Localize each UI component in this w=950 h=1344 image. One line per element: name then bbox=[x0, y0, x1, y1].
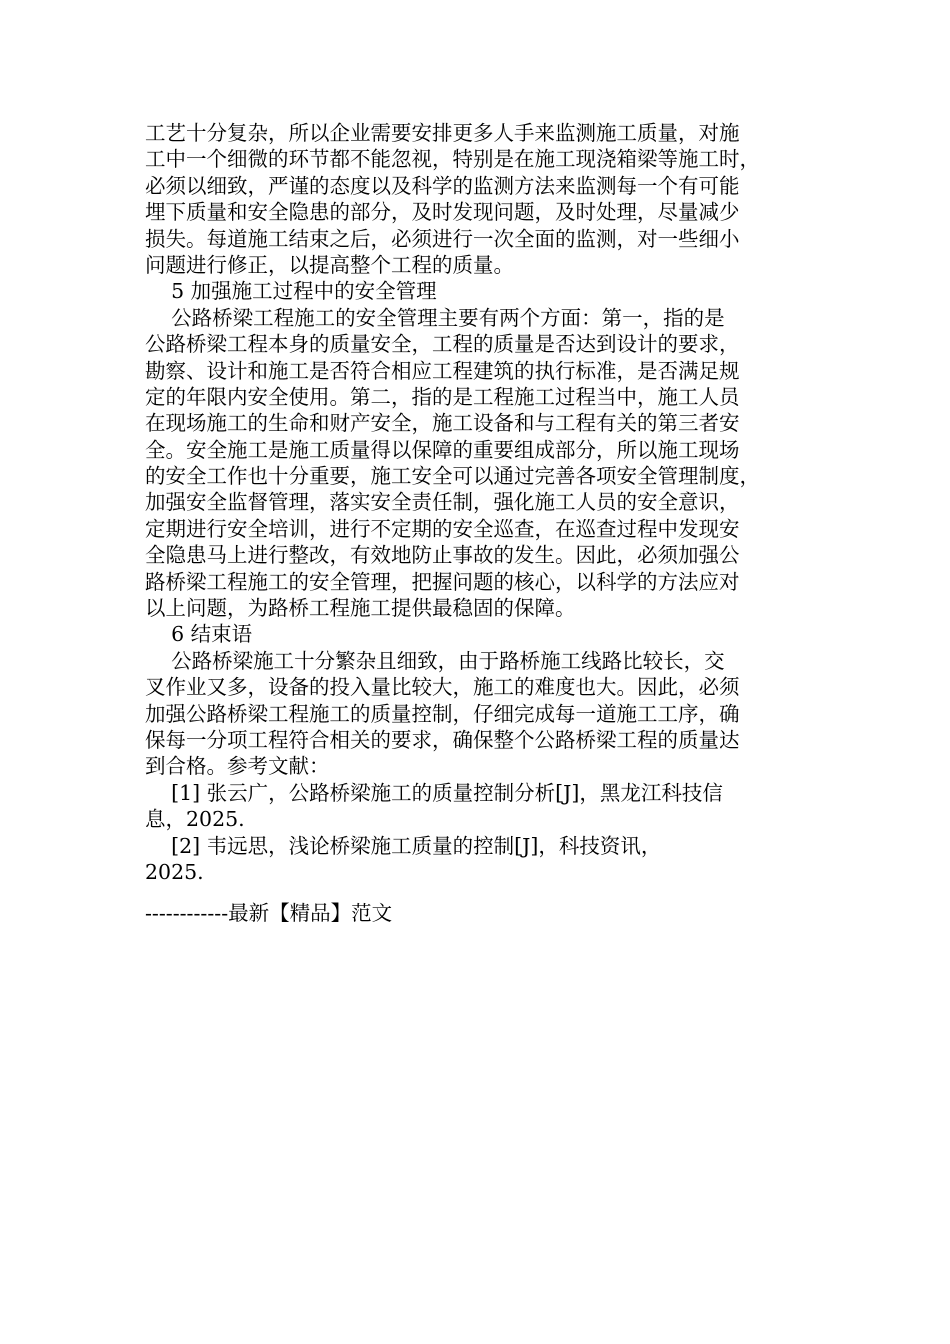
section-heading: 6 结束语 bbox=[145, 622, 253, 647]
text-line: 到合格。参考文献： bbox=[145, 754, 330, 779]
text-line: 路桥梁工程施工的安全管理，把握问题的核心，以科学的方法应对 bbox=[145, 569, 740, 594]
text-line: 公路桥梁施工十分繁杂且细致，由于路桥施工线路比较长，交 bbox=[145, 648, 725, 673]
text-line: 全。安全施工是施工质量得以保障的重要组成部分，所以施工现场 bbox=[145, 437, 740, 462]
text-line: 以上问题，为路桥工程施工提供最稳固的保障。 bbox=[145, 596, 576, 621]
text-line: 必须以细致，严谨的态度以及科学的监测方法来监测每一个有可能 bbox=[145, 173, 740, 198]
text-line: 定期进行安全培训，进行不定期的安全巡查，在巡查过程中发现安 bbox=[145, 516, 740, 541]
text-line: 在现场施工的生命和财产安全，施工设备和与工程有关的第三者安 bbox=[145, 411, 740, 436]
text-line: 损失。每道施工结束之后，必须进行一次全面的监测，对一些细小 bbox=[145, 226, 740, 251]
text-line: 工艺十分复杂，所以企业需要安排更多人手来监测施工质量，对施 bbox=[145, 121, 740, 145]
text-line: 勘察、设计和施工是否符合相应工程建筑的执行标准，是否满足规 bbox=[145, 358, 740, 383]
text-line: 的安全工作也十分重要，施工安全可以通过完善各项安全管理制度， bbox=[145, 464, 760, 489]
text-line: 定的年限内安全使用。第二，指的是工程施工过程当中，施工人员 bbox=[145, 384, 740, 409]
reference-line: 息，2025. bbox=[145, 807, 245, 832]
text-line: 问题进行修正，以提高整个工程的质量。 bbox=[145, 252, 514, 277]
text-line: 全隐患马上进行整改，有效地防止事故的发生。因此，必须加强公 bbox=[145, 543, 740, 568]
reference-line: 2025. bbox=[145, 859, 204, 884]
page-footer: ------------最新【精品】范文 bbox=[145, 901, 393, 925]
document-body bbox=[145, 120, 815, 885]
text-line: 公路桥梁工程施工的安全管理主要有两个方面：第一，指的是 bbox=[145, 305, 725, 330]
text-line: 埋下质量和安全隐患的部分，及时发现问题，及时处理，尽量减少 bbox=[145, 200, 740, 225]
text-line: 叉作业又多，设备的投入量比较大，施工的难度也大。因此，必须 bbox=[145, 675, 740, 700]
reference-line: [2] 韦远思，浅论桥梁施工质量的控制[J]，科技资讯， bbox=[145, 833, 662, 858]
section-heading: 5 加强施工过程中的安全管理 bbox=[145, 279, 437, 304]
text-line: 加强公路桥梁工程施工的质量控制，仔细完成每一道施工工序，确 bbox=[145, 701, 740, 726]
text-line: 公路桥梁工程本身的质量安全，工程的质量是否达到设计的要求， bbox=[145, 332, 740, 357]
reference-line: [1] 张云广，公路桥梁施工的质量控制分析[J]，黑龙江科技信 bbox=[145, 780, 723, 805]
text-line: 加强安全监督管理，落实安全责任制，强化施工人员的安全意识， bbox=[145, 490, 740, 515]
text-line: 保每一分项工程符合相关的要求，确保整个公路桥梁工程的质量达 bbox=[145, 727, 740, 752]
text-line: 工中一个细微的环节都不能忽视，特别是在施工现浇箱梁等施工时， bbox=[145, 147, 760, 172]
